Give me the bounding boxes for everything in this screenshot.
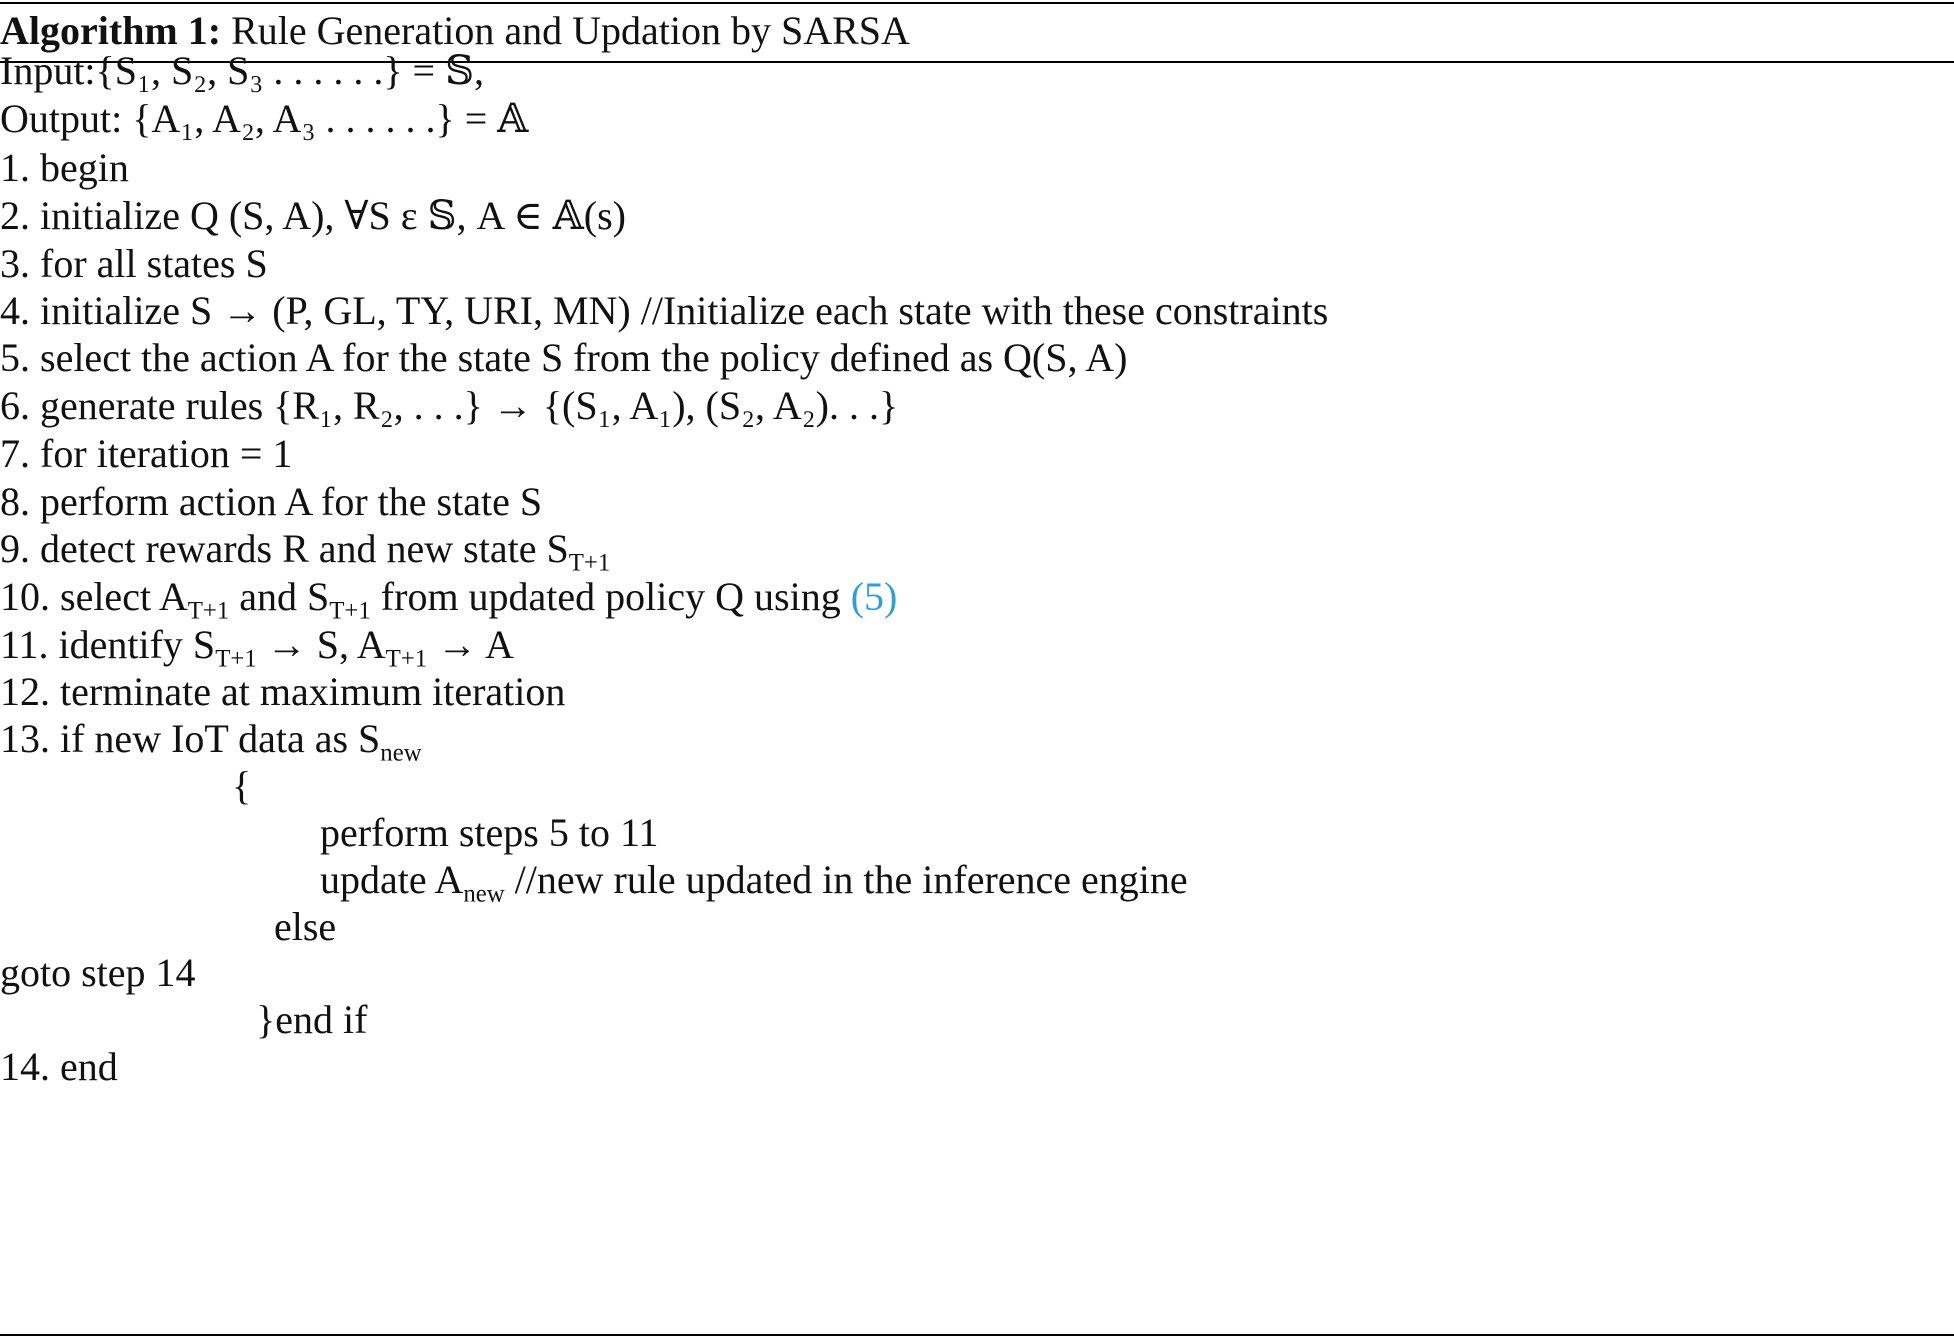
step-10: 10. select $A_{T+1}$ and $S_{T+1}$ from updated policy Q using (5) xyxy=(0,574,898,625)
step-6: 6. generate rules {R₁, R₂, . . .} → {(S₁, A₁), (S₂, A₂). . .} xyxy=(0,383,899,428)
step-1: 1. begin xyxy=(0,145,129,190)
end-if: }end if xyxy=(256,997,368,1042)
perform-steps: perform steps 5 to 11 xyxy=(320,810,659,855)
algorithm-label: Algorithm 1: xyxy=(0,8,222,53)
brace-open: { xyxy=(232,763,252,808)
input-line: Input:{S₁, S₂, S₃ . . . . . .} = 𝕊, xyxy=(0,48,484,93)
step-13: 13. if new IoT data as $S_{new}$ xyxy=(0,716,422,767)
step-7: 7. for iteration = 1 xyxy=(0,431,293,476)
step-14: 14. end xyxy=(0,1044,118,1089)
update-rule: update $A_{new}$ //new rule updated in the inference engine xyxy=(320,857,1188,908)
step-4: 4. initialize S → (P, GL, TY, URI, MN) //Initialize each state with these constraints xyxy=(0,288,1329,333)
step-2: 2. initialize Q (S, A), ∀S ε 𝕊, A ∈ 𝔸(s) xyxy=(0,193,626,238)
step-9: 9. detect rewards R and new state $S_{T+1}$ xyxy=(0,526,611,577)
algorithm-title: Rule Generation and Updation by SARSA xyxy=(231,8,910,53)
goto-step: goto step 14 xyxy=(0,950,196,995)
step-8: 8. perform action A for the state S xyxy=(0,479,543,524)
step-3: 3. for all states S xyxy=(0,241,268,286)
step-12: 12. terminate at maximum iteration xyxy=(0,669,566,714)
step-5: 5. select the action A for the state S from the policy defined as Q(S, A) xyxy=(0,335,1128,380)
step-11: 11. identify $S_{T+1} \to S$, $A_{T+1} \to A$ xyxy=(0,622,514,673)
bottom-rule xyxy=(0,1334,1954,1336)
output-line: Output: {A₁, A₂, A₃ . . . . . .} = 𝔸 xyxy=(0,96,529,141)
else-line: else xyxy=(274,904,337,949)
